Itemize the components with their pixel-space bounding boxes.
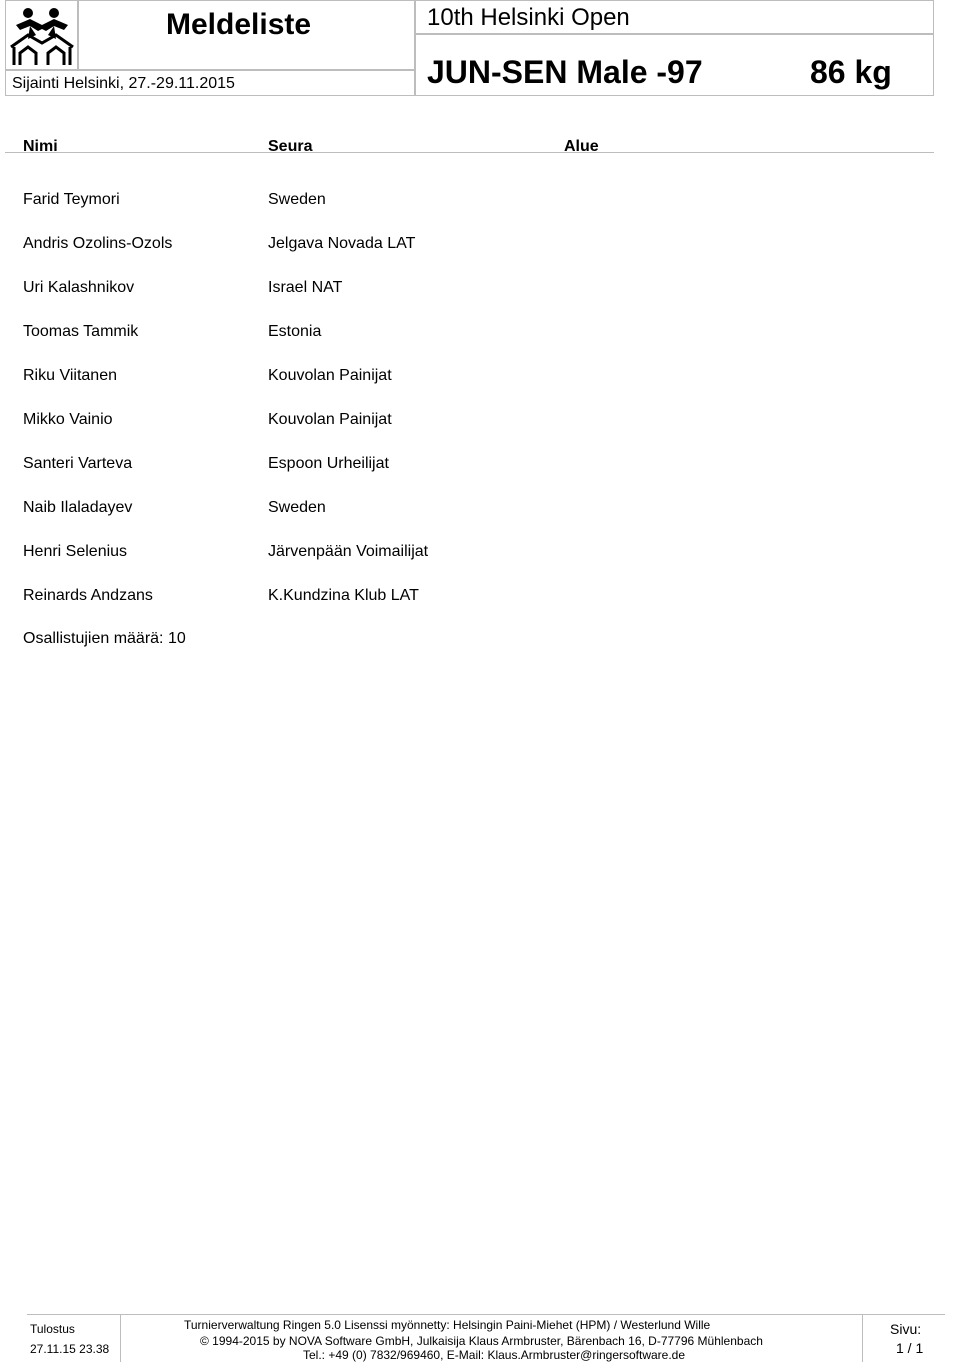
participant-name: Andris Ozolins-Ozols [23, 235, 173, 252]
participant-club: K.Kundzina Klub LAT [268, 587, 419, 604]
table-row [0, 364, 960, 408]
table-row [0, 232, 960, 276]
event-name: 10th Helsinki Open [427, 4, 630, 31]
footer-separator [120, 1314, 121, 1362]
table-row [0, 408, 960, 452]
table-row [0, 276, 960, 320]
table-row [0, 584, 960, 628]
participant-count: Osallistujien määrä: 10 [23, 630, 186, 647]
participant-name: Uri Kalashnikov [23, 279, 135, 296]
page-number: 1 / 1 [896, 1340, 924, 1356]
participant-list [0, 188, 960, 628]
table-row [0, 540, 960, 584]
participant-club: Espoon Urheilijat [268, 455, 389, 472]
participant-name: Santeri Varteva [23, 455, 133, 472]
contact-line: Tel.: +49 (0) 7832/969460, E-Mail: Klaus.Armbruster@ringersoftware.de [303, 1348, 686, 1362]
column-header-area: Alue [564, 138, 599, 155]
page-label: Sivu: [890, 1321, 922, 1337]
location-text: Sijainti Helsinki, 27.-29.11.2015 [12, 75, 235, 92]
participant-club: Jelgava Novada LAT [268, 235, 416, 252]
print-label: Tulostus [30, 1322, 75, 1336]
participant-name: Riku Viitanen [23, 367, 117, 384]
header-divider [5, 152, 934, 153]
participant-name: Henri Selenius [23, 543, 128, 560]
copyright-line: © 1994-2015 by NOVA Software GmbH, Julkaisija Klaus Armbruster, Bärenbach 16, D-77796 Mühlenbach [200, 1334, 763, 1348]
weight-class-name: JUN-SEN Male -97 [427, 54, 703, 90]
participant-name: Mikko Vainio [23, 411, 113, 428]
print-date: 27.11.15 23.38 [30, 1342, 110, 1356]
participant-name: Farid Teymori [23, 191, 120, 208]
participant-club: Järvenpään Voimailijat [268, 543, 429, 560]
participant-name: Toomas Tammik [23, 323, 139, 340]
footer-separator [862, 1314, 863, 1362]
column-header-club: Seura [268, 138, 313, 155]
participant-club: Kouvolan Painijat [268, 367, 392, 384]
participant-club: Estonia [268, 323, 322, 340]
wrestlers-logo-icon [8, 3, 76, 67]
participant-name: Naib Ilaladayev [23, 499, 133, 516]
column-header-name: Nimi [23, 138, 58, 155]
table-row [0, 452, 960, 496]
participant-name: Reinards Andzans [23, 587, 153, 604]
software-license-line: Turnierverwaltung Ringen 5.0 Lisenssi myönnetty: Helsingin Paini-Miehet (HPM) / Westerlund Wille [184, 1318, 711, 1332]
table-row [0, 320, 960, 364]
participant-club: Israel NAT [268, 279, 343, 296]
participant-club: Kouvolan Painijat [268, 411, 392, 428]
participant-club: Sweden [268, 191, 326, 208]
document-title: Meldeliste [166, 8, 312, 41]
table-row [0, 188, 960, 232]
weight-value: 86 kg [810, 54, 892, 90]
participant-club: Sweden [268, 499, 326, 516]
table-row [0, 496, 960, 540]
footer-divider [27, 1314, 945, 1315]
